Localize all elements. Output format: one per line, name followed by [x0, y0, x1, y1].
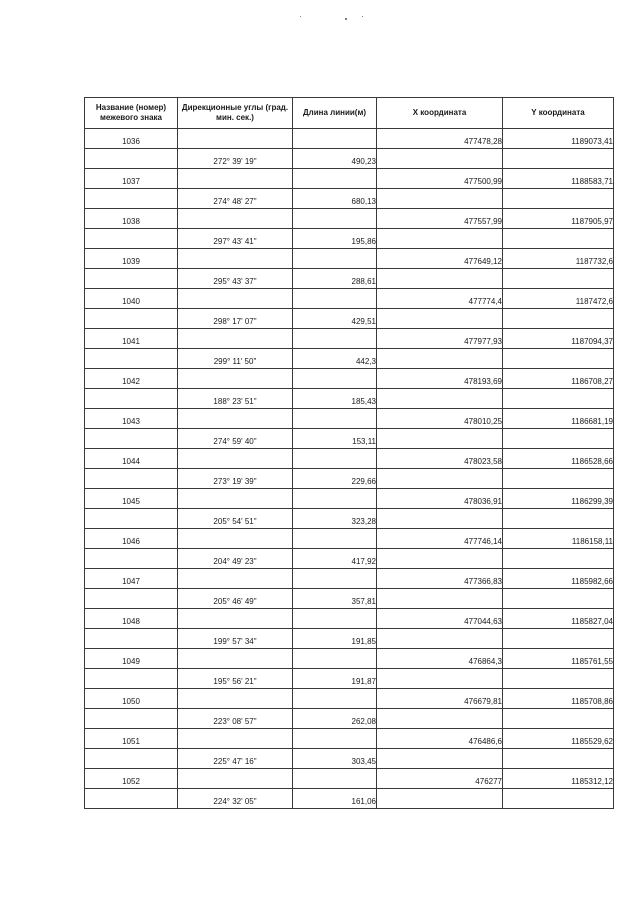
table-body — [85, 129, 614, 809]
cell-x-coordinate: 476277 — [377, 769, 503, 789]
cell-direction-angle: 299° 11' 50" — [178, 349, 293, 369]
cell-marker-name: 1039 — [85, 249, 178, 269]
cell-direction-angle — [178, 209, 293, 229]
cell-direction-angle — [178, 689, 293, 709]
cell-direction-angle — [178, 569, 293, 589]
cell-x-coordinate — [377, 149, 503, 169]
cell-y-coordinate: 1186708,27 — [503, 369, 614, 389]
cell-direction-angle — [178, 369, 293, 389]
header-marker-name: Название (номер) межевого знака — [85, 98, 178, 129]
table-row — [85, 429, 614, 449]
cell-line-length: 323,28 — [293, 509, 377, 529]
cell-x-coordinate: 476486,6 — [377, 729, 503, 749]
table-row — [85, 569, 614, 589]
cell-marker-name — [85, 749, 178, 769]
cell-direction-angle — [178, 489, 293, 509]
table-row — [85, 689, 614, 709]
cell-x-coordinate: 478193,69 — [377, 369, 503, 389]
cell-line-length — [293, 289, 377, 309]
cell-marker-name: 1037 — [85, 169, 178, 189]
cell-line-length: 442,3 — [293, 349, 377, 369]
cell-x-coordinate — [377, 469, 503, 489]
cell-y-coordinate: 1186158,11 — [503, 529, 614, 549]
cell-direction-angle: 298° 17' 07" — [178, 309, 293, 329]
cell-line-length — [293, 689, 377, 709]
cell-direction-angle: 272° 39' 19" — [178, 149, 293, 169]
cell-marker-name — [85, 789, 178, 809]
cell-direction-angle — [178, 289, 293, 309]
cell-marker-name: 1041 — [85, 329, 178, 349]
cell-y-coordinate: 1187905,97 — [503, 209, 614, 229]
table-row — [85, 309, 614, 329]
cell-line-length: 191,87 — [293, 669, 377, 689]
table-row — [85, 549, 614, 569]
cell-direction-angle — [178, 249, 293, 269]
cell-marker-name: 1044 — [85, 449, 178, 469]
cell-x-coordinate: 478010,25 — [377, 409, 503, 429]
cell-marker-name — [85, 229, 178, 249]
table-row — [85, 129, 614, 149]
cell-line-length — [293, 409, 377, 429]
cell-y-coordinate — [503, 549, 614, 569]
cell-direction-angle — [178, 169, 293, 189]
cell-direction-angle — [178, 769, 293, 789]
table-row — [85, 209, 614, 229]
cell-line-length — [293, 769, 377, 789]
cell-y-coordinate — [503, 469, 614, 489]
cell-line-length: 191,85 — [293, 629, 377, 649]
header-x-coordinate: X координата — [377, 98, 503, 129]
cell-y-coordinate — [503, 309, 614, 329]
cell-y-coordinate — [503, 269, 614, 289]
cell-marker-name — [85, 429, 178, 449]
cell-line-length — [293, 249, 377, 269]
cell-x-coordinate — [377, 549, 503, 569]
cell-marker-name — [85, 469, 178, 489]
cell-direction-angle: 188° 23' 51" — [178, 389, 293, 409]
cell-direction-angle: 195° 56' 21" — [178, 669, 293, 689]
cell-y-coordinate — [503, 349, 614, 369]
cell-line-length: 262,08 — [293, 709, 377, 729]
cell-line-length — [293, 489, 377, 509]
table-row — [85, 389, 614, 409]
cell-marker-name — [85, 509, 178, 529]
header-line-length: Длина линии(м) — [293, 98, 377, 129]
cell-x-coordinate: 477774,4 — [377, 289, 503, 309]
cell-direction-angle: 199° 57' 34" — [178, 629, 293, 649]
cell-y-coordinate: 1189073,41 — [503, 129, 614, 149]
table-row — [85, 469, 614, 489]
cell-x-coordinate: 477977,93 — [377, 329, 503, 349]
table-row — [85, 149, 614, 169]
cell-line-length: 417,92 — [293, 549, 377, 569]
cell-marker-name: 1040 — [85, 289, 178, 309]
cell-x-coordinate: 477500,99 — [377, 169, 503, 189]
cell-line-length: 490,23 — [293, 149, 377, 169]
boundary-coordinates-table — [84, 97, 614, 809]
scan-speck — [300, 16, 301, 17]
cell-marker-name — [85, 349, 178, 369]
cell-marker-name — [85, 389, 178, 409]
cell-y-coordinate: 1185529,62 — [503, 729, 614, 749]
cell-direction-angle: 274° 48' 27" — [178, 189, 293, 209]
cell-y-coordinate — [503, 149, 614, 169]
table-row — [85, 249, 614, 269]
cell-direction-angle: 297° 43' 41" — [178, 229, 293, 249]
cell-marker-name: 1042 — [85, 369, 178, 389]
table-row — [85, 289, 614, 309]
cell-marker-name: 1047 — [85, 569, 178, 589]
cell-x-coordinate: 477044,63 — [377, 609, 503, 629]
cell-line-length: 153,11 — [293, 429, 377, 449]
cell-marker-name — [85, 589, 178, 609]
cell-line-length — [293, 729, 377, 749]
cell-marker-name: 1046 — [85, 529, 178, 549]
table-row — [85, 409, 614, 429]
cell-x-coordinate — [377, 309, 503, 329]
cell-line-length — [293, 209, 377, 229]
cell-y-coordinate: 1185982,66 — [503, 569, 614, 589]
cell-line-length — [293, 169, 377, 189]
cell-line-length: 229,66 — [293, 469, 377, 489]
cell-direction-angle — [178, 129, 293, 149]
cell-direction-angle: 204° 49' 23" — [178, 549, 293, 569]
cell-y-coordinate: 1187094,37 — [503, 329, 614, 349]
cell-direction-angle: 224° 32' 05" — [178, 789, 293, 809]
cell-y-coordinate — [503, 749, 614, 769]
cell-line-length: 288,61 — [293, 269, 377, 289]
cell-direction-angle — [178, 409, 293, 429]
cell-y-coordinate: 1186528,66 — [503, 449, 614, 469]
cell-direction-angle — [178, 649, 293, 669]
table-row — [85, 349, 614, 369]
cell-marker-name: 1049 — [85, 649, 178, 669]
cell-x-coordinate — [377, 669, 503, 689]
cell-y-coordinate: 1186299,39 — [503, 489, 614, 509]
header-direction-angle: Дирекционные углы (град. мин. сек.) — [178, 98, 293, 129]
cell-y-coordinate: 1185827,04 — [503, 609, 614, 629]
cell-direction-angle: 205° 54' 51" — [178, 509, 293, 529]
table-row — [85, 509, 614, 529]
cell-marker-name — [85, 269, 178, 289]
cell-x-coordinate — [377, 389, 503, 409]
cell-direction-angle — [178, 529, 293, 549]
cell-y-coordinate — [503, 589, 614, 609]
cell-y-coordinate: 1187472,6 — [503, 289, 614, 309]
cell-direction-angle: 223° 08' 57" — [178, 709, 293, 729]
scan-speck — [362, 16, 363, 17]
cell-line-length — [293, 649, 377, 669]
cell-direction-angle: 225° 47' 16" — [178, 749, 293, 769]
cell-direction-angle — [178, 729, 293, 749]
cell-direction-angle — [178, 449, 293, 469]
cell-y-coordinate: 1185708,86 — [503, 689, 614, 709]
table-row — [85, 749, 614, 769]
cell-marker-name — [85, 629, 178, 649]
cell-x-coordinate — [377, 189, 503, 209]
cell-marker-name: 1050 — [85, 689, 178, 709]
cell-line-length — [293, 129, 377, 149]
table-row — [85, 489, 614, 509]
cell-x-coordinate — [377, 749, 503, 769]
cell-line-length — [293, 569, 377, 589]
table-row — [85, 269, 614, 289]
table-row — [85, 789, 614, 809]
table-row — [85, 649, 614, 669]
cell-y-coordinate — [503, 709, 614, 729]
cell-x-coordinate — [377, 269, 503, 289]
cell-direction-angle: 273° 19' 39" — [178, 469, 293, 489]
cell-y-coordinate — [503, 429, 614, 449]
table-row — [85, 709, 614, 729]
cell-marker-name — [85, 309, 178, 329]
cell-marker-name: 1036 — [85, 129, 178, 149]
cell-y-coordinate: 1185312,12 — [503, 769, 614, 789]
cell-line-length — [293, 529, 377, 549]
cell-line-length — [293, 329, 377, 349]
cell-x-coordinate — [377, 629, 503, 649]
table-row — [85, 629, 614, 649]
cell-x-coordinate — [377, 589, 503, 609]
cell-x-coordinate: 477366,83 — [377, 569, 503, 589]
cell-line-length: 161,06 — [293, 789, 377, 809]
cell-x-coordinate: 477649,12 — [377, 249, 503, 269]
cell-line-length: 357,81 — [293, 589, 377, 609]
cell-y-coordinate: 1185761,55 — [503, 649, 614, 669]
cell-x-coordinate — [377, 509, 503, 529]
table-row — [85, 769, 614, 789]
cell-line-length — [293, 369, 377, 389]
cell-marker-name — [85, 149, 178, 169]
cell-marker-name — [85, 709, 178, 729]
scan-speck — [345, 18, 347, 20]
cell-y-coordinate — [503, 669, 614, 689]
cell-x-coordinate: 476864,3 — [377, 649, 503, 669]
cell-marker-name — [85, 549, 178, 569]
table-row — [85, 229, 614, 249]
table-row — [85, 529, 614, 549]
cell-x-coordinate — [377, 789, 503, 809]
table-row — [85, 449, 614, 469]
cell-x-coordinate — [377, 429, 503, 449]
cell-marker-name: 1038 — [85, 209, 178, 229]
table-header-row — [85, 98, 614, 129]
table-row — [85, 369, 614, 389]
cell-marker-name: 1045 — [85, 489, 178, 509]
cell-line-length — [293, 449, 377, 469]
cell-y-coordinate — [503, 389, 614, 409]
header-y-coordinate: Y координата — [503, 98, 614, 129]
cell-marker-name: 1043 — [85, 409, 178, 429]
cell-x-coordinate: 477557,99 — [377, 209, 503, 229]
table-row — [85, 169, 614, 189]
cell-line-length: 303,45 — [293, 749, 377, 769]
table-row — [85, 329, 614, 349]
cell-y-coordinate — [503, 229, 614, 249]
cell-marker-name: 1052 — [85, 769, 178, 789]
cell-x-coordinate: 478036,91 — [377, 489, 503, 509]
cell-line-length: 429,51 — [293, 309, 377, 329]
cell-y-coordinate — [503, 629, 614, 649]
cell-marker-name: 1048 — [85, 609, 178, 629]
cell-x-coordinate: 476679,81 — [377, 689, 503, 709]
cell-marker-name — [85, 189, 178, 209]
cell-line-length: 185,43 — [293, 389, 377, 409]
cell-y-coordinate: 1186681,19 — [503, 409, 614, 429]
cell-y-coordinate — [503, 509, 614, 529]
cell-marker-name: 1051 — [85, 729, 178, 749]
cell-x-coordinate: 477478,28 — [377, 129, 503, 149]
cell-x-coordinate: 477746,14 — [377, 529, 503, 549]
cell-direction-angle: 205° 46' 49" — [178, 589, 293, 609]
table-row — [85, 669, 614, 689]
table-row — [85, 609, 614, 629]
cell-direction-angle — [178, 329, 293, 349]
cell-direction-angle — [178, 609, 293, 629]
cell-line-length: 680,13 — [293, 189, 377, 209]
cell-x-coordinate: 478023,58 — [377, 449, 503, 469]
cell-line-length — [293, 609, 377, 629]
table-row — [85, 189, 614, 209]
cell-line-length: 195,86 — [293, 229, 377, 249]
cell-direction-angle: 274° 59' 40" — [178, 429, 293, 449]
table-row — [85, 729, 614, 749]
cell-y-coordinate — [503, 189, 614, 209]
cell-x-coordinate — [377, 229, 503, 249]
cell-y-coordinate: 1187732,6 — [503, 249, 614, 269]
cell-y-coordinate — [503, 789, 614, 809]
cell-marker-name — [85, 669, 178, 689]
table-row — [85, 589, 614, 609]
cell-x-coordinate — [377, 709, 503, 729]
cell-y-coordinate: 1188583,71 — [503, 169, 614, 189]
cell-direction-angle: 295° 43' 37" — [178, 269, 293, 289]
cell-x-coordinate — [377, 349, 503, 369]
